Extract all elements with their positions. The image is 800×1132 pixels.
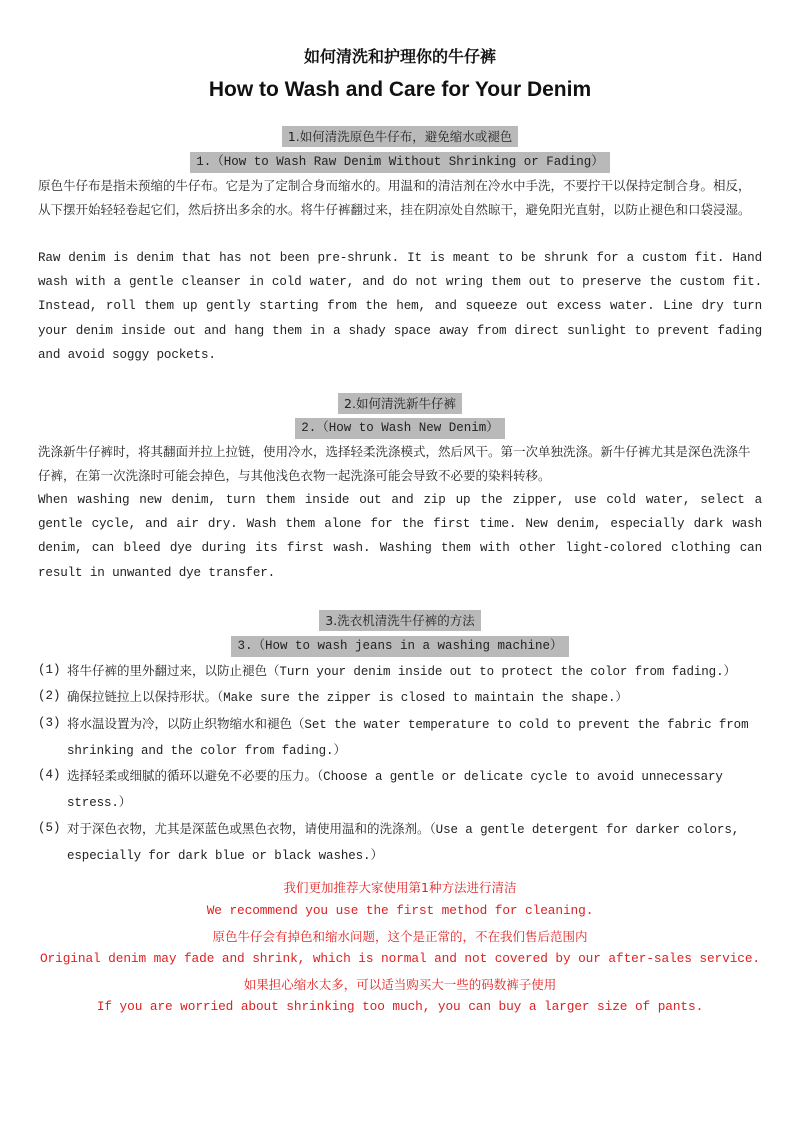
section-1-heading-en: 1.（How to Wash Raw Denim Without Shrinking or Fading） [190,152,610,173]
list-item [38,658,762,684]
title-english: How to Wash and Care for Your Denim [208,78,592,101]
section-2-heading-en-row [0,416,800,439]
list-item [38,763,762,816]
section-3-heading-en: 3.（How to wash jeans in a washing machine） [231,636,568,657]
list-item-text-cn: 对于深色衣物，尤其是深蓝色或黑色衣物，请使用温和的洗涤剂。 [67,820,430,836]
section-1-heading-en-row [0,150,800,173]
section-1-body-en: Raw denim is denim that has not been pre-shrunk. It is meant to be shrunk for a custom fit. Hand wash with a gentle cleanser in cold water, and do not wring them out to preserve the custom fit. Instead, roll them up gently starting from the hem, and squeeze out excess water. Line dry turn your denim inside out and hang them in a shady space away from direct sunlight to prevent fading and avoid soggy pockets. [38,251,762,362]
note-fade-shrink-cn: 原色牛仔会有掉色和缩水问题，这个是正常的，不在我们售后范围内 [212,929,588,944]
list-item [38,711,762,764]
note-size-cn: 如果担心缩水太多，可以适当购买大一些的码数裤子使用 [243,977,557,992]
list-item-text-en: （Turn your denim inside out to protect the color from fading.） [267,665,736,679]
section-2-heading-cn: 2.如何清洗新牛仔裤 [338,393,462,414]
list-item-number: (3) [38,715,61,730]
section-1-heading-cn: 1.如何清洗原色牛仔布，避免缩水或褪色 [282,126,518,147]
list-item-number: (1) [38,663,61,677]
list-item-text-cn: 选择轻柔或细腻的循环以避免不必要的压力。 [67,768,318,784]
title-chinese: 如何清洗和护理你的牛仔裤 [303,47,496,66]
section-3-heading-cn: 3.洗衣机清洗牛仔裤的方法 [319,610,480,631]
note-size-en: If you are worried about shrinking too much, you can buy a larger size of pants. [96,999,704,1014]
note-recommend-cn: 我们更加推荐大家使用第1种方法进行清洁 [283,880,517,895]
list-item [38,816,762,869]
section-2-heading-cn-row [0,393,800,414]
list-item-number: (2) [38,689,61,704]
section-1-heading-cn-row [0,126,800,147]
list-item-text-cn: 将水温设置为冷，以防止织物缩水和褪色 [67,715,293,731]
note-fade-shrink-en: Original denim may fade and shrink, which is normal and not covered by our after-sales service. [39,951,761,966]
list-item-number: (4) [38,768,61,783]
list-item-text-en: （Set the water temperature to cold to prevent the fabric from shrinking and the color from fading.） [67,717,749,758]
list-item-text-cn: 确保拉链拉上以保持形状。 [67,689,218,705]
section-3-heading-en-row [0,634,800,657]
list-item-text-cn: 将牛仔裤的里外翻过来，以防止褪色 [67,663,268,678]
section-3-heading-cn-row [0,610,800,631]
washing-machine-steps-list [38,658,762,868]
list-item-text-en: （Make sure the zipper is closed to maintain the shape.） [217,691,628,706]
section-2-body-en: When washing new denim, turn them inside out and zip up the zipper, use cold water, select a gentle cycle, and air dry. Wash them alone for the first time. New denim, especially dark wash denim, can bleed dye during its first wash. Washing them with other light-colored clothing can result in unwanted dye transfer. [38,493,762,580]
section-2-body-cn: 洗涤新牛仔裤时，将其翻面并拉上拉链，使用冷水，选择轻柔洗涤模式，然后风干。第一次单独洗涤。新牛仔裤尤其是深色洗涤牛仔裤，在第一次洗涤时可能会掉色，与其他浅色衣物一起洗涤可能会导致不必要的染料转移。 [38,444,751,483]
list-item-number: (5) [38,820,61,835]
list-item [38,684,762,710]
section-1-body-cn: 原色牛仔布是指未预缩的牛仔布。它是为了定制合身而缩水的。用温和的清洁剂在冷水中手洗，不要拧干以保持定制合身。相反，从下摆开始轻轻卷起它们，然后挤出多余的水。将牛仔裤翻过来，挂在阴凉处自然晾干，避免阳光直射，以防止褪色和口袋浸湿。 [38,178,751,217]
section-2-heading-en: 2.（How to Wash New Denim） [295,418,505,439]
list-item-text-en: （Choose a gentle or delicate cycle to avoid unnecessary stress.） [67,770,723,811]
note-recommend-en: We recommend you use the first method for cleaning. [206,903,594,918]
list-item-text-en: （Use a gentle detergent for darker colors, especially for dark blue or black washes.） [67,822,740,864]
